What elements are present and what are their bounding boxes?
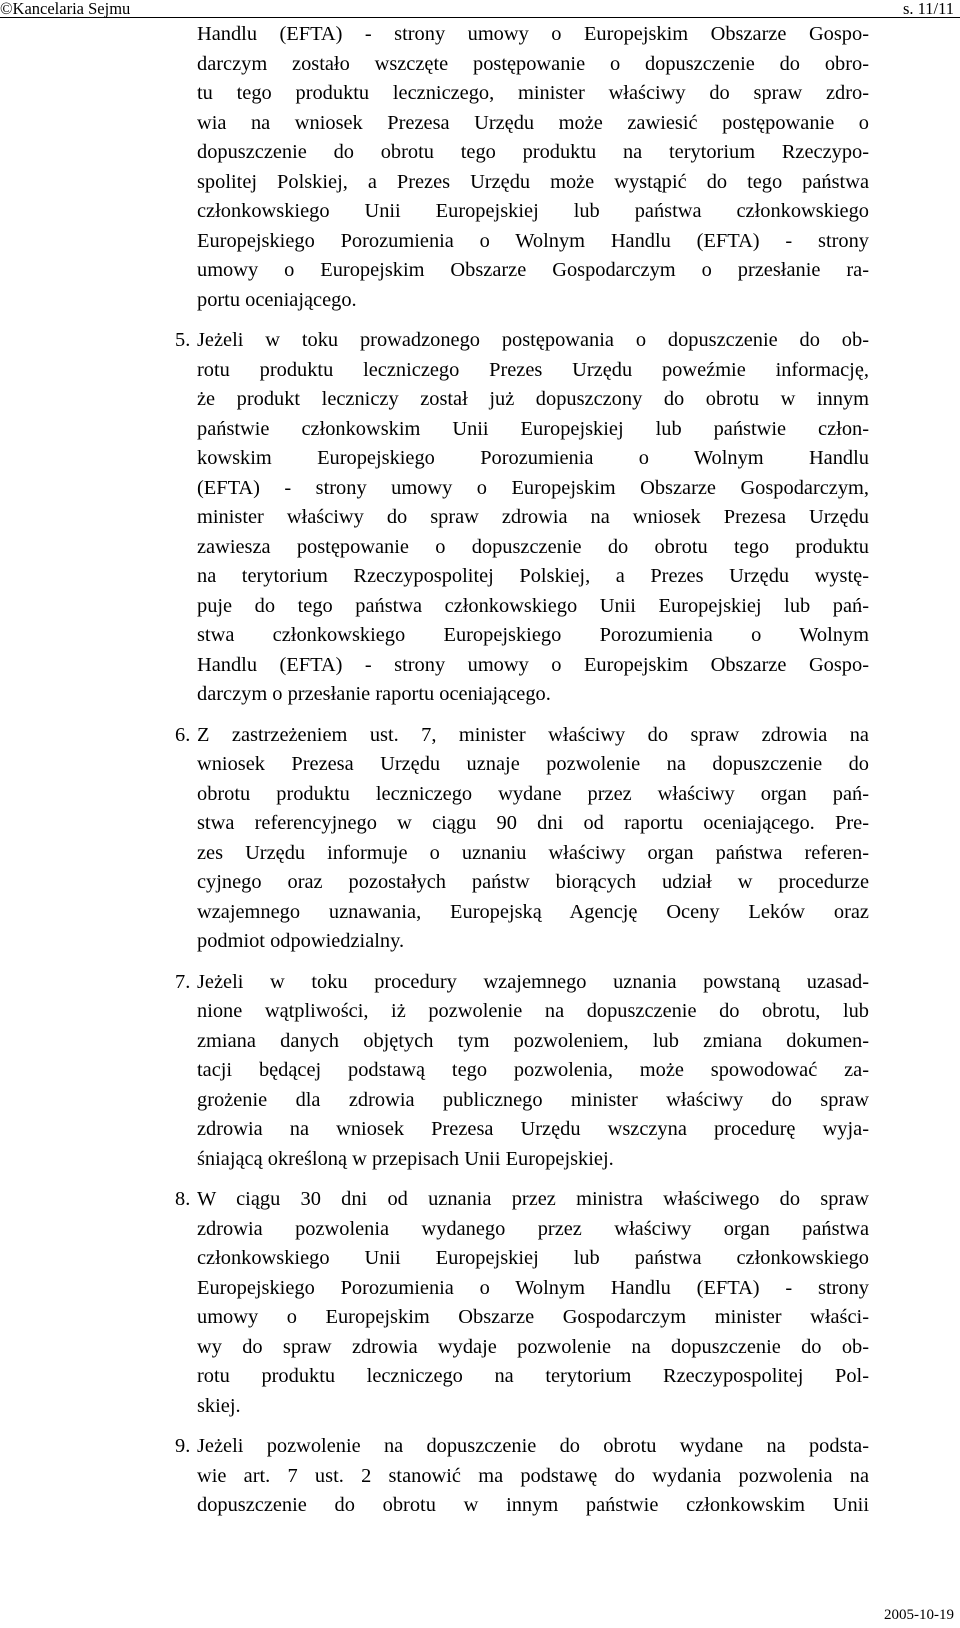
text-line: Jeżeli pozwolenie na dopuszczenie do obrotu wydane na podsta- <box>197 1435 869 1457</box>
text-line: podmiot odpowiedzialny. <box>197 930 405 952</box>
text-line: nione wątpliwości, iż pozwolenie na dopuszczenie do obrotu, lub <box>197 1000 869 1022</box>
text-line: stwa referencyjnego w ciągu 90 dni od raportu oceniającego. Pre- <box>197 812 869 834</box>
text-line: państwie członkowskim Unii Europejskiej lub państwie człon- <box>197 417 869 440</box>
text-line: zawiesza postępowanie o dopuszczenie do obrotu tego produktu <box>197 535 869 558</box>
text-line: rotu produktu leczniczego Prezes Urzędu poweźmie informację, <box>197 358 869 381</box>
paragraph-number: 6. <box>175 723 191 746</box>
text-line: wniosek Prezesa Urzędu uznaje pozwolenie na dopuszczenie do <box>197 753 869 775</box>
header-page-number: s. 11/11 <box>902 0 954 18</box>
header-rule <box>0 17 960 18</box>
text-line: Jeżeli w toku prowadzonego postępowania o dopuszczenie do ob- <box>197 329 869 351</box>
text-line: wy do spraw zdrowia wydaje pozwolenie na dopuszczenie do ob- <box>197 1335 869 1358</box>
numbered-paragraph <box>175 326 869 710</box>
text-line: dopuszczenie do obrotu w innym państwie członkowskim Unii <box>197 1494 869 1516</box>
page-header <box>0 0 960 18</box>
text-line: zdrowia pozwolenia wydanego przez właściwy organ państwa <box>197 1217 869 1240</box>
text-line: obrotu produktu leczniczego wydane przez właściwy organ pań- <box>197 782 869 805</box>
text-line: (EFTA) - strony umowy o Europejskim Obszarze Gospodarczym, <box>197 476 869 499</box>
text-line: darczym zostało wszczęte postępowanie o dopuszczenie do obro- <box>197 52 869 75</box>
text-line: W ciągu 30 dni od uznania przez ministra właściwego do spraw <box>197 1188 869 1210</box>
text-line: spolitej Polskiej, a Prezes Urzędu może wystąpić do tego państwa <box>197 170 869 193</box>
text-line: wzajemnego uznawania, Europejską Agencję Oceny Leków oraz <box>197 900 869 923</box>
text-line: Jeżeli w toku procedury wzajemnego uznania powstaną uzasad- <box>197 970 869 993</box>
text-line: darczym o przesłanie raportu oceniającego. <box>197 683 551 705</box>
paragraph-number: 9. <box>175 1435 191 1457</box>
text-line: Handlu (EFTA) - strony umowy o Europejskim Obszarze Gospo- <box>197 23 869 45</box>
text-line: tacji będącej podstawą tego pozwolenia, może spowodować za- <box>197 1059 869 1081</box>
numbered-paragraph <box>175 1185 869 1421</box>
text-line: zmiana danych objętych tym pozwoleniem, lub zmiana dokumen- <box>197 1029 869 1052</box>
header-copyright: ©Kancelaria Sejmu <box>0 0 131 18</box>
text-line: rotu produktu leczniczego na terytorium Rzeczypospolitej Pol- <box>197 1365 869 1387</box>
document-body <box>175 20 869 1521</box>
footer-date: 2005-10-19 <box>884 1607 954 1623</box>
text-line: Europejskiego Porozumienia o Wolnym Handlu (EFTA) - strony <box>197 1276 869 1299</box>
text-line: śniającą określoną w przepisach Unii Europejskiej. <box>197 1147 614 1170</box>
paragraph-number: 8. <box>175 1188 191 1210</box>
numbered-paragraph <box>175 968 869 1175</box>
numbered-paragraph <box>175 721 869 957</box>
text-line: na terytorium Rzeczypospolitej Polskiej, a Prezes Urzędu wystę- <box>197 565 869 587</box>
text-line: członkowskiego Unii Europejskiej lub państwa członkowskiego <box>197 200 869 222</box>
text-line: puje do tego państwa członkowskiego Unii Europejskiej lub pań- <box>197 594 869 617</box>
text-line: minister właściwy do spraw zdrowia na wniosek Prezesa Urzędu <box>197 506 869 528</box>
text-line: grożenie dla zdrowia publicznego minister właściwy do spraw <box>197 1088 869 1111</box>
paragraph-number: 7. <box>175 970 191 993</box>
text-line: zdrowia na wniosek Prezesa Urzędu wszczyna procedurę wyja- <box>197 1118 869 1140</box>
text-line: cyjnego oraz pozostałych państw biorących udział w procedurze <box>197 871 869 893</box>
text-line: zes Urzędu informuje o uznaniu właściwy organ państwa referen- <box>197 841 869 864</box>
text-line: Europejskiego Porozumienia o Wolnym Handlu (EFTA) - strony <box>197 229 869 252</box>
text-line: skiej. <box>197 1394 241 1417</box>
text-line: Z zastrzeżeniem ust. 7, minister właściwy do spraw zdrowia na <box>197 723 869 746</box>
text-line: że produkt leczniczy został już dopuszczony do obrotu w innym <box>197 388 869 410</box>
text-line: Handlu (EFTA) - strony umowy o Europejskim Obszarze Gospo- <box>197 653 869 676</box>
text-line: wia na wniosek Prezesa Urzędu może zawiesić postępowanie o <box>197 111 869 134</box>
text-line: członkowskiego Unii Europejskiej lub państwa członkowskiego <box>197 1247 869 1269</box>
text-line: dopuszczenie do obrotu tego produktu na terytorium Rzeczypo- <box>197 141 869 163</box>
text-line: umowy o Europejskim Obszarze Gospodarczym minister właści- <box>197 1306 869 1328</box>
intro-paragraph <box>197 20 869 315</box>
text-line: portu oceniającego. <box>197 288 357 311</box>
text-line: tu tego produktu leczniczego, minister właściwy do spraw zdro- <box>197 82 869 104</box>
paragraph-number: 5. <box>175 329 191 351</box>
text-line: stwa członkowskiego Europejskiego Porozumienia o Wolnym <box>197 624 869 646</box>
text-line: umowy o Europejskim Obszarze Gospodarczym o przesłanie ra- <box>197 259 869 281</box>
text-line: wie art. 7 ust. 2 stanowić ma podstawę do wydania pozwolenia na <box>197 1464 869 1487</box>
text-line: kowskim Europejskiego Porozumienia o Wolnym Handlu <box>197 447 869 469</box>
numbered-paragraph <box>175 1432 869 1521</box>
